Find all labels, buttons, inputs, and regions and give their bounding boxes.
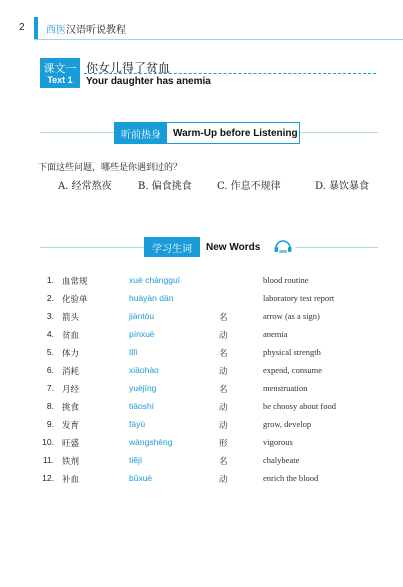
vocab-pinyin: xuè chángguī	[129, 275, 181, 285]
option-b: B. 偏食挑食	[138, 181, 192, 192]
vocabulary-list	[30, 272, 390, 488]
warmup-label-cn: 听前热身	[115, 123, 167, 143]
warmup-options	[58, 177, 378, 191]
vocab-chinese: 铁剂	[62, 457, 80, 467]
book-title-highlight: 西医	[46, 25, 66, 36]
vocab-english: grow, develop	[263, 419, 312, 429]
vocab-pinyin: tiāoshí	[129, 401, 155, 411]
vocab-row	[30, 272, 390, 290]
vocab-part-of-speech: 动	[219, 475, 228, 485]
words-rule-right	[296, 247, 378, 248]
vocab-number: 7.	[46, 383, 54, 393]
vocab-number: 2.	[46, 293, 54, 303]
vocab-english: be choosy about food	[263, 401, 336, 411]
lesson-title-en: Your daughter has anemia	[86, 76, 211, 87]
vocab-english: vigorous	[263, 437, 293, 447]
option-a: A. 经常熬夜	[58, 181, 112, 192]
vocab-number: 10.	[42, 437, 54, 447]
vocab-english: physical strength	[263, 347, 321, 357]
vocab-row	[30, 362, 390, 380]
header-divider	[34, 39, 403, 40]
section-rule-right	[298, 132, 378, 133]
vocab-pinyin: yuèjīng	[129, 383, 157, 393]
vocab-chinese: 贫血	[62, 331, 80, 341]
vocab-chinese: 发育	[62, 421, 80, 431]
lesson-label-cn: 课文一	[43, 62, 77, 75]
vocab-chinese: 箭头	[62, 313, 80, 323]
book-title	[46, 21, 126, 36]
vocab-row	[30, 398, 390, 416]
page-number: 2	[19, 22, 25, 33]
vocab-row	[30, 290, 390, 308]
vocab-number: 3.	[46, 311, 54, 321]
lesson-title-cn: 你女儿得了贫血	[86, 61, 171, 75]
vocab-row	[30, 434, 390, 452]
vocab-row	[30, 470, 390, 488]
vocab-chinese: 化验单	[62, 295, 88, 305]
vocab-row	[30, 452, 390, 470]
vocab-number: 6.	[46, 365, 54, 375]
vocab-part-of-speech: 名	[219, 385, 228, 395]
vocab-chinese: 补血	[62, 475, 80, 485]
vocab-part-of-speech: 动	[219, 367, 228, 377]
new-words-label-en: New Words	[200, 237, 260, 257]
vocab-number: 5.	[46, 347, 54, 357]
vocab-pinyin: wàngshèng	[129, 437, 173, 447]
vocab-part-of-speech: 动	[219, 421, 228, 431]
vocab-english: arrow (as a sign)	[263, 311, 320, 321]
option-d: D. 暴饮暴食	[315, 181, 370, 192]
vocab-number: 11.	[42, 455, 54, 465]
audio-headphone-icon[interactable]	[273, 239, 293, 253]
vocab-row	[30, 344, 390, 362]
vocab-english: expend, consume	[263, 365, 323, 375]
new-words-section-header	[144, 237, 268, 257]
vocab-pinyin: pínxuè	[129, 329, 155, 339]
section-rule-left	[40, 132, 114, 133]
vocab-english: enrich the blood	[263, 473, 319, 483]
vocab-number: 12.	[42, 473, 54, 483]
vocab-row	[30, 416, 390, 434]
vocab-pinyin: huàyàn dān	[129, 293, 174, 303]
vocab-part-of-speech: 名	[219, 349, 228, 359]
option-c: C. 作息不规律	[217, 181, 281, 192]
vocab-number: 9.	[46, 419, 54, 429]
vocab-pinyin: bǔxuè	[129, 473, 153, 483]
vocab-number: 4.	[46, 329, 54, 339]
vocab-row	[30, 380, 390, 398]
vocab-chinese: 体力	[62, 349, 80, 359]
vocab-english: laboratory test report	[263, 293, 335, 303]
vocab-english: menstruation	[263, 383, 308, 393]
new-words-label-cn: 学习生词	[144, 237, 200, 257]
vocab-english: blood routine	[263, 275, 309, 285]
vocab-pinyin: tiějì	[129, 455, 143, 465]
vocab-number: 8.	[46, 401, 54, 411]
vocab-part-of-speech: 名	[219, 457, 228, 467]
vocab-part-of-speech: 动	[219, 403, 228, 413]
warmup-label-en: Warm-Up before Listening	[173, 127, 298, 139]
vocab-row	[30, 326, 390, 344]
vocab-chinese: 挑食	[62, 403, 80, 413]
vocab-chinese: 月经	[62, 385, 80, 395]
vocab-pinyin: jiàntóu	[129, 311, 155, 321]
warmup-question: 下面这些问题，哪些是你遇到过的？	[38, 163, 183, 173]
vocab-pinyin: tǐlì	[129, 347, 138, 357]
book-title-rest: 汉语听说教程	[66, 25, 126, 36]
vocab-part-of-speech: 名	[219, 313, 228, 323]
header-accent-bar	[34, 17, 38, 39]
vocab-english: chalybeate	[263, 455, 300, 465]
vocab-part-of-speech: 形	[219, 439, 228, 449]
vocab-number: 1.	[46, 275, 54, 285]
vocab-chinese: 血常规	[62, 277, 88, 287]
lesson-label	[40, 58, 80, 88]
warmup-section-header	[114, 122, 300, 144]
vocab-chinese: 消耗	[62, 367, 80, 377]
vocab-row	[30, 308, 390, 326]
vocab-pinyin: fāyù	[129, 419, 146, 429]
vocab-chinese: 旺盛	[62, 439, 80, 449]
vocab-part-of-speech: 动	[219, 331, 228, 341]
vocab-pinyin: xiāohào	[129, 365, 159, 375]
words-rule-left	[40, 247, 144, 248]
lesson-title-divider	[84, 73, 376, 74]
vocab-english: anemia	[263, 329, 288, 339]
lesson-label-en: Text 1	[47, 75, 73, 85]
